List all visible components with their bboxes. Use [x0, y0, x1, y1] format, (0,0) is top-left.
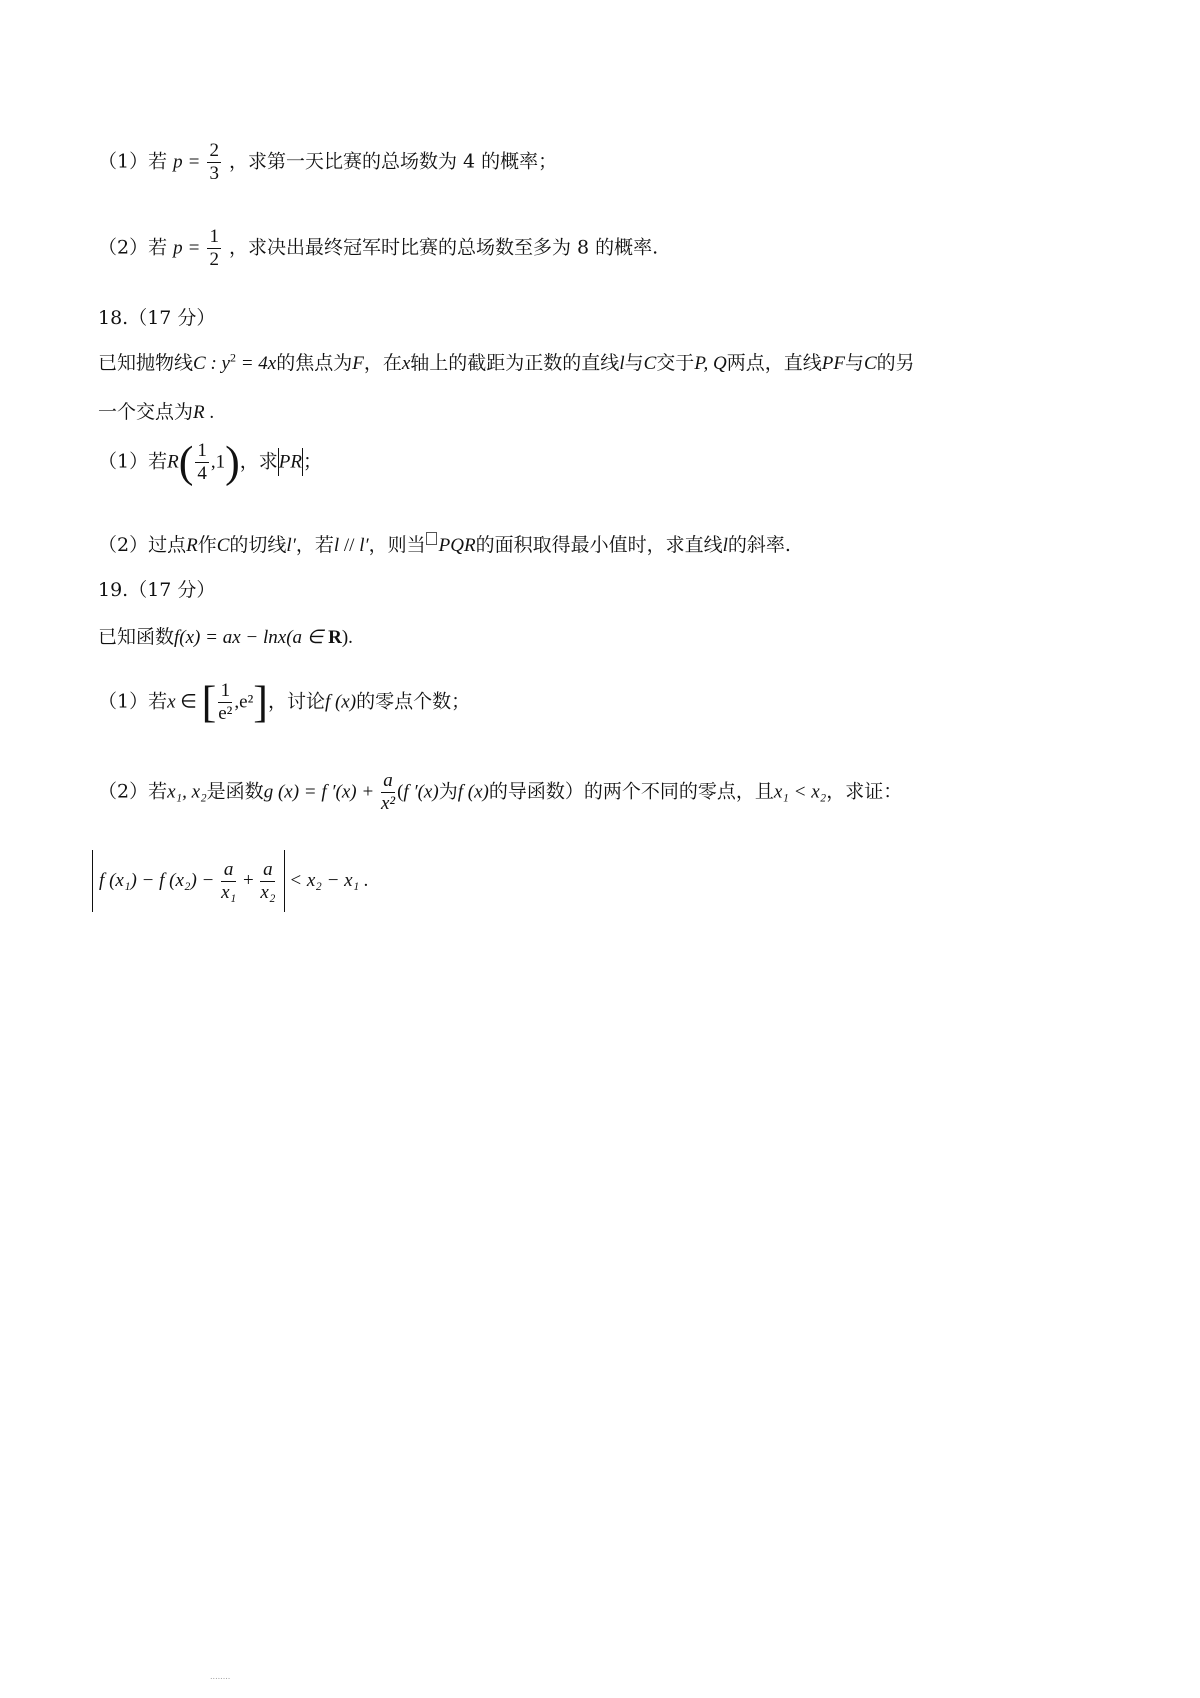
text: 一个交点为: [98, 401, 194, 423]
math: f (x): [457, 781, 489, 803]
math: x₁, x₂: [167, 781, 207, 803]
math: ,1: [210, 451, 226, 473]
math: = ax − lnx: [200, 627, 287, 648]
text: 的零点个数；: [356, 690, 471, 713]
part-text: ，求第一天比赛的总场数为 4 的概率；: [229, 150, 558, 173]
q17-part2: [98, 226, 658, 271]
math: C: [863, 353, 877, 374]
math: P, Q: [694, 353, 727, 374]
math: x: [401, 353, 411, 374]
math: C: [216, 535, 230, 556]
math: C: [643, 353, 657, 374]
var-p: p: [173, 151, 183, 173]
math: R: [167, 451, 179, 473]
fraction: [207, 226, 221, 271]
q19-part2: [98, 770, 902, 815]
text: ，讨论: [267, 690, 325, 713]
math: (a ∈: [286, 627, 329, 648]
text: .: [204, 402, 215, 423]
math: (: [397, 781, 404, 803]
denominator: 3: [209, 162, 219, 184]
denominator: x₁: [221, 881, 237, 903]
text: 轴上的截距为正数的直线: [410, 352, 620, 374]
text: 已知函数: [98, 626, 175, 648]
math: f: [174, 627, 180, 648]
text: 两点，直线: [726, 352, 822, 374]
text: 的另: [876, 352, 915, 374]
triangle-glyph-icon: [426, 532, 437, 545]
math: l: [722, 535, 728, 556]
text: （2）过点: [98, 534, 187, 556]
part-label: （1）若: [98, 450, 168, 473]
page-footer-mark: ........: [210, 1672, 231, 1681]
denominator: 2: [209, 248, 219, 270]
numerator: a: [260, 859, 275, 882]
numerator: 1: [197, 440, 207, 461]
text: 的切线: [229, 534, 287, 556]
math: f (x₁) − f (x₂) −: [99, 870, 220, 891]
numerator: 1: [218, 680, 232, 703]
q18-part2: [98, 530, 791, 557]
math: PQR: [438, 535, 476, 556]
superscript: 2: [229, 350, 236, 365]
fraction: [260, 859, 275, 904]
denominator: x²: [380, 792, 396, 814]
text: ，求: [239, 450, 278, 473]
math: < x₂ − x₁ .: [284, 870, 369, 891]
text: 的焦点为: [276, 352, 353, 374]
math: PR: [278, 451, 302, 473]
paren-open: (: [178, 437, 194, 487]
var-p: p: [173, 237, 183, 259]
fraction: [381, 770, 395, 815]
math: l′: [359, 535, 369, 556]
text: 作: [197, 534, 217, 556]
text: 的导函数）的两个不同的零点，且: [488, 780, 774, 803]
fraction: [221, 859, 236, 904]
math: f ′(x): [403, 781, 439, 803]
denominator: e²: [218, 702, 233, 724]
math: PF: [821, 353, 845, 374]
math: F: [352, 353, 364, 374]
equals: =: [188, 237, 200, 259]
q19-part1: [98, 677, 471, 727]
fraction: [195, 440, 209, 485]
part-label: （2）若: [98, 236, 168, 259]
text: 的斜率.: [727, 534, 791, 556]
math: ,e²: [234, 691, 254, 713]
q18-stem-line1: [98, 348, 915, 375]
fraction: [218, 680, 232, 725]
denominator: x₂: [260, 881, 276, 903]
numerator: a: [221, 859, 236, 882]
text: ，若: [295, 534, 334, 556]
q17-part1: [98, 140, 557, 185]
denominator: 4: [197, 462, 207, 484]
numerator: 2: [209, 140, 219, 161]
q18-part1: [98, 437, 323, 487]
part-label: （1）若: [98, 150, 168, 173]
part-text: ，求决出最终冠军时比赛的总场数至多为 8 的概率.: [229, 236, 659, 259]
text: 是函数: [206, 780, 264, 803]
math-bold-R: R: [328, 627, 342, 648]
bracket-close: ]: [253, 677, 268, 727]
math: f (x): [324, 691, 357, 713]
paren-close: ): [225, 437, 240, 487]
part-label: （1）若: [98, 690, 168, 713]
text: 已知抛物线: [98, 352, 194, 374]
abs-bar: [92, 850, 93, 912]
text: 交于: [656, 352, 695, 374]
text: 与: [844, 352, 864, 374]
math: x: [167, 691, 176, 713]
q19-proof: [92, 850, 369, 912]
text: 为: [438, 780, 458, 803]
math: (x): [179, 627, 201, 648]
text: ，则当: [368, 534, 426, 556]
numerator: 1: [209, 226, 219, 247]
math: +: [238, 870, 259, 891]
math: R: [193, 402, 205, 423]
fraction: [207, 140, 221, 185]
text: ；: [303, 450, 323, 473]
math: x₁ < x₂: [773, 781, 827, 803]
text: ，在: [363, 352, 402, 374]
math: l: [619, 353, 625, 374]
math: ).: [341, 627, 353, 648]
text: ，求证：: [826, 780, 903, 803]
math: l: [333, 535, 340, 556]
q19-stem: [98, 622, 353, 649]
text: 与: [624, 352, 644, 374]
q19-header: 19.（17 分）: [98, 579, 216, 601]
equals: =: [188, 151, 200, 173]
part-label: （2）若: [98, 780, 168, 803]
math: R: [186, 535, 198, 556]
math: //: [339, 535, 360, 556]
bracket-open: [: [201, 677, 217, 727]
q18-header: 18.（17 分）: [98, 307, 216, 329]
text: 的面积取得最小值时，求直线: [475, 534, 723, 556]
numerator: a: [381, 770, 395, 793]
math: l′: [286, 535, 296, 556]
math: C : y: [193, 353, 230, 374]
q18-stem-line2: [98, 397, 214, 424]
math: = 4x: [235, 353, 277, 374]
math: ∈: [175, 691, 202, 713]
math: g (x) = f ′(x) +: [263, 781, 379, 803]
